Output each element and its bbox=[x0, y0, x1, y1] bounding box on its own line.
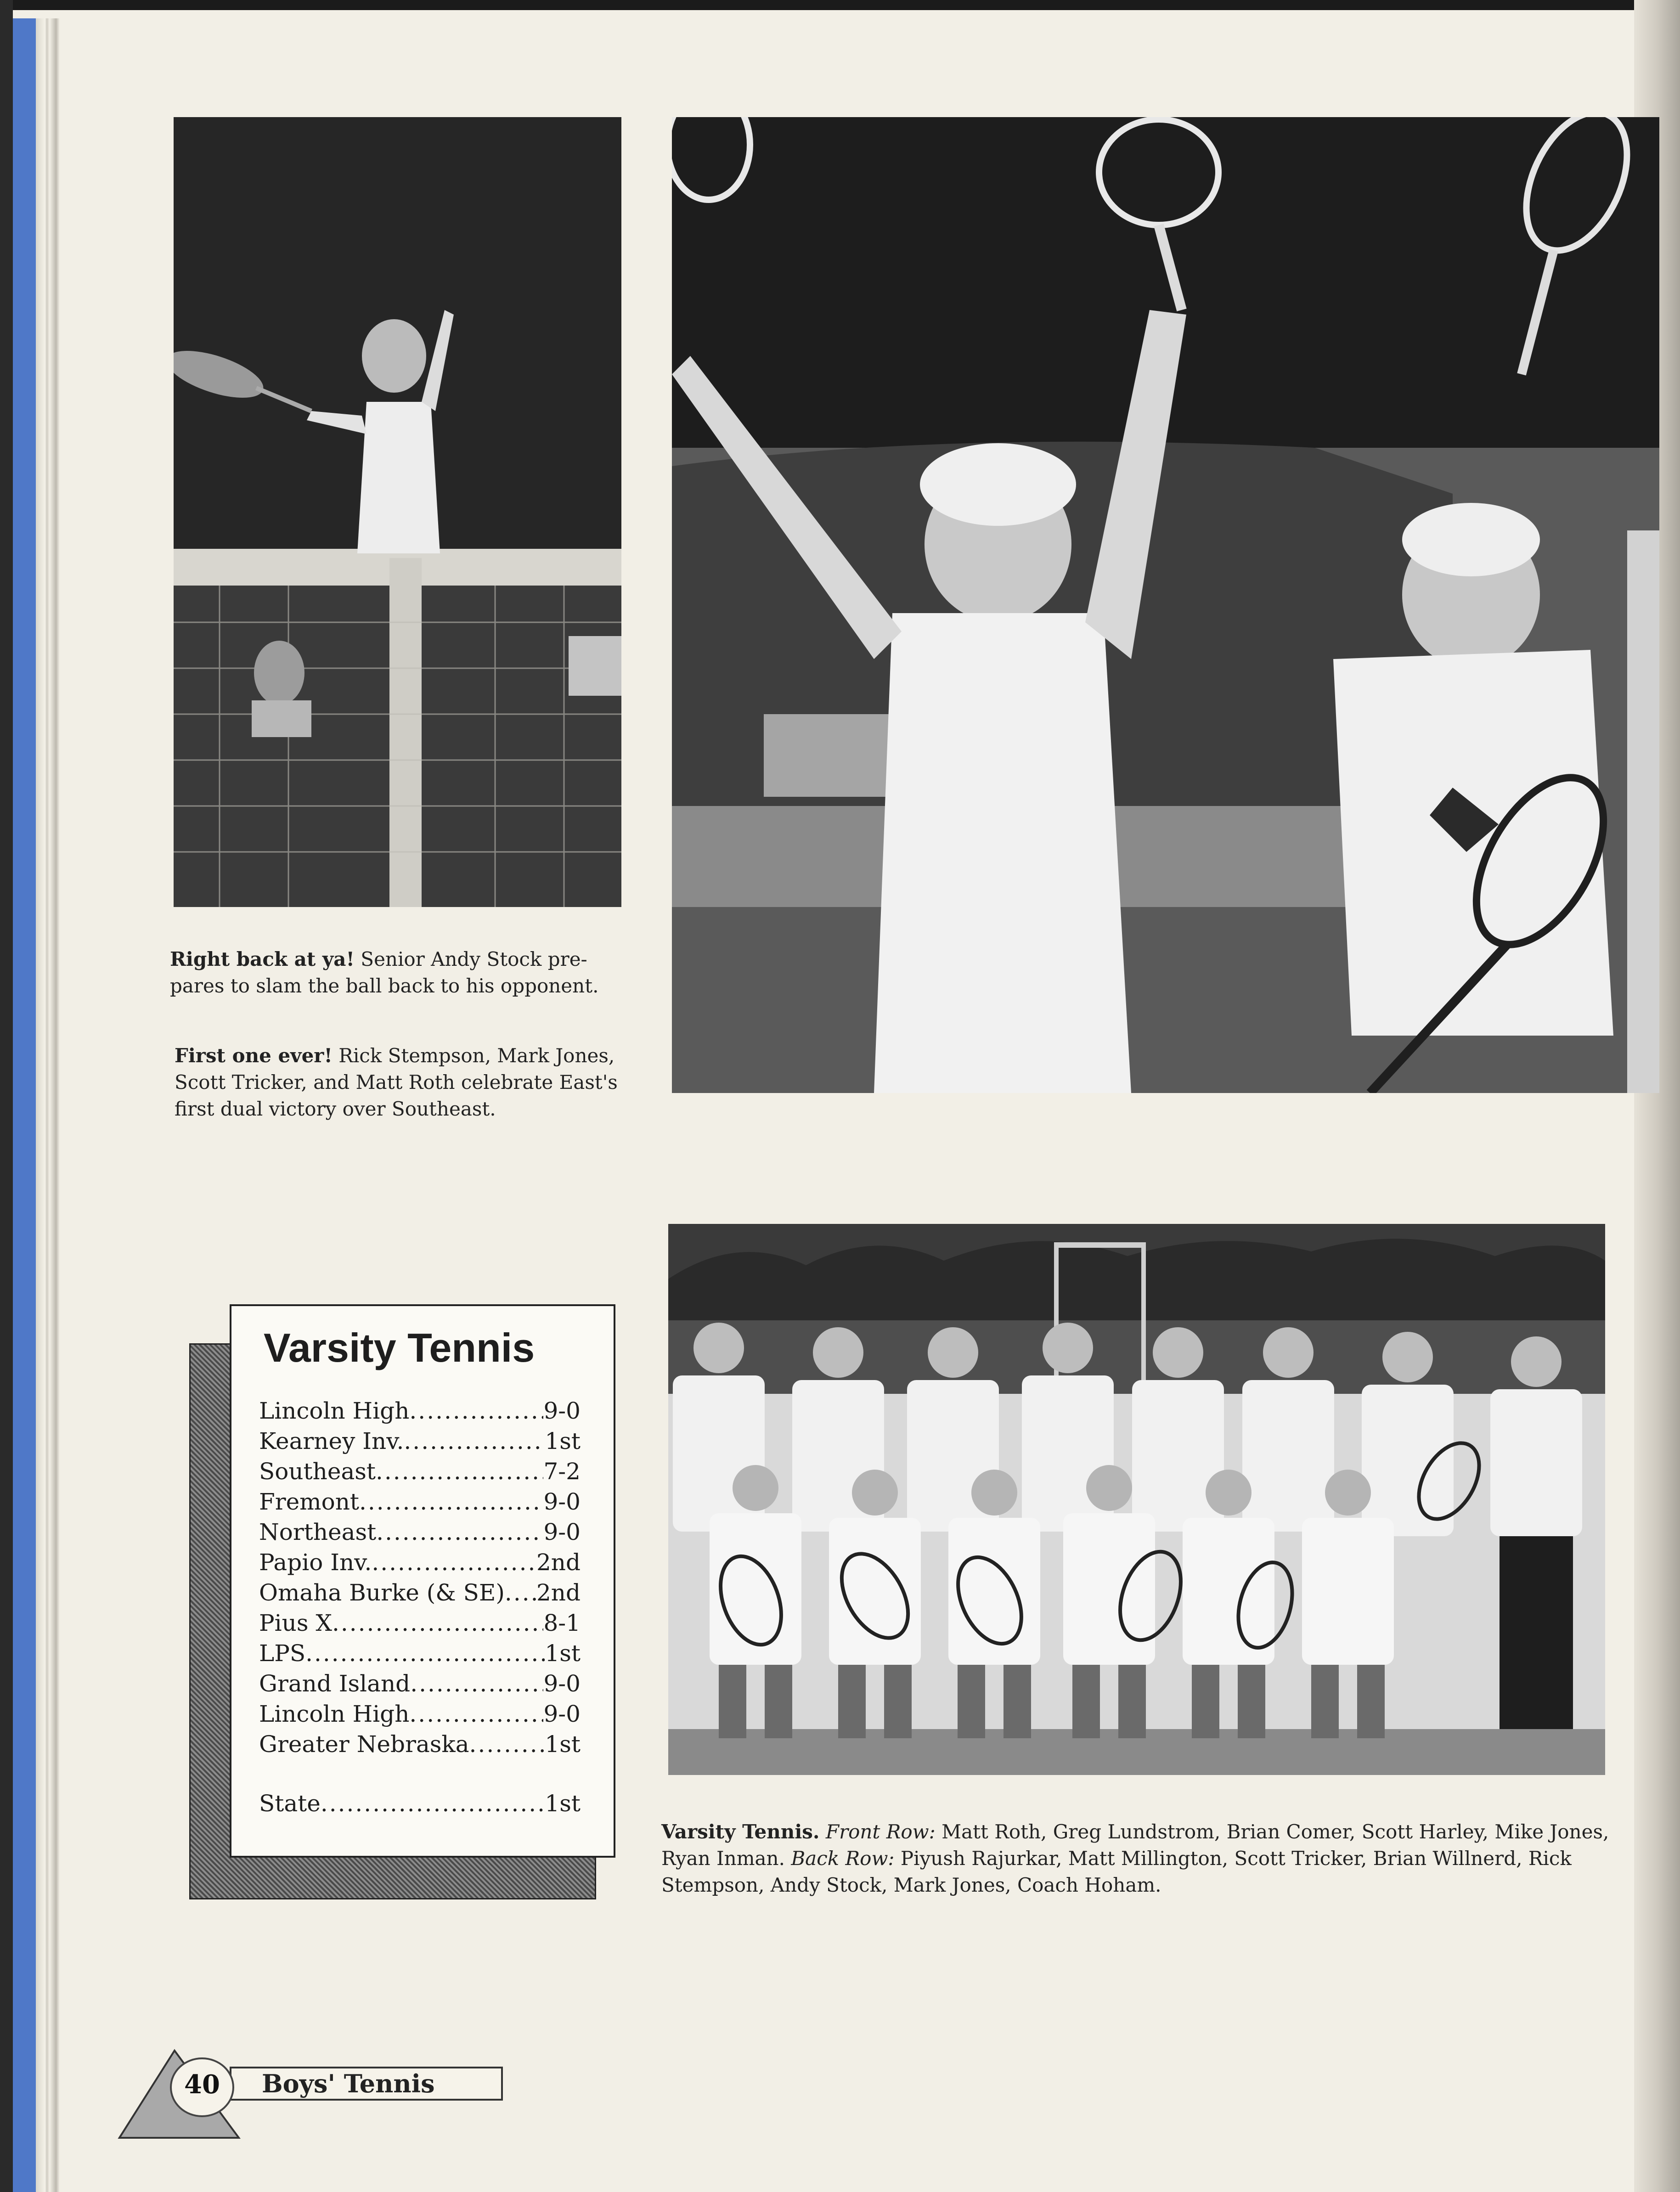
leader-dots bbox=[469, 1729, 545, 1759]
record-row bbox=[259, 1426, 581, 1456]
forehand-photo bbox=[174, 117, 621, 907]
leader-dots bbox=[376, 1517, 543, 1547]
leader-dots bbox=[305, 1638, 545, 1668]
record-team: Lincoln High bbox=[259, 1397, 410, 1424]
record-row bbox=[259, 1729, 581, 1759]
record-result: 2nd bbox=[536, 1579, 581, 1606]
record-row bbox=[259, 1456, 581, 1487]
forehand-caption bbox=[170, 946, 625, 999]
leader-dots bbox=[404, 1426, 545, 1456]
celebration-caption-text: Rick Stempson, Mark Jones, Scott Tricker, and Matt Roth celebrate East's first dual victory over Southeast. bbox=[175, 1044, 618, 1120]
record-team: Lincoln High bbox=[259, 1701, 410, 1727]
record-team: State bbox=[259, 1790, 321, 1817]
celebration-caption bbox=[175, 1042, 629, 1122]
record-result: 7-2 bbox=[543, 1458, 581, 1485]
record-result: 1st bbox=[545, 1790, 581, 1817]
page-number: 40 bbox=[184, 2069, 220, 2100]
record-team: Northeast bbox=[259, 1519, 377, 1545]
record-title: Varsity Tennis bbox=[264, 1325, 535, 1370]
record-team: Pius X bbox=[259, 1610, 332, 1636]
page-gutter bbox=[36, 18, 68, 2192]
leader-dots bbox=[409, 1396, 543, 1426]
team-photo bbox=[668, 1224, 1605, 1775]
team-caption-lead: Varsity Tennis. bbox=[661, 1820, 820, 1843]
record-row bbox=[259, 1668, 581, 1699]
record-row bbox=[259, 1638, 581, 1668]
celebration-caption-lead: First one ever! bbox=[175, 1044, 333, 1067]
record-row bbox=[259, 1396, 581, 1426]
forehand-caption-lead: Right back at ya! bbox=[170, 948, 355, 970]
record-result: 9-0 bbox=[543, 1397, 581, 1424]
record-row bbox=[259, 1608, 581, 1638]
celebration-photo bbox=[672, 117, 1659, 1093]
record-team: LPS bbox=[259, 1640, 306, 1667]
record-result: 9-0 bbox=[543, 1519, 581, 1545]
book-binding bbox=[13, 18, 36, 2192]
scan-top-border bbox=[0, 0, 1680, 10]
binding-shadow bbox=[0, 0, 13, 2192]
leader-dots bbox=[410, 1668, 543, 1699]
record-result: 1st bbox=[545, 1428, 581, 1454]
back-row-label: Back Row: bbox=[791, 1847, 895, 1870]
leader-dots bbox=[372, 1547, 536, 1578]
leader-dots bbox=[359, 1487, 543, 1517]
leader-dots bbox=[409, 1699, 543, 1729]
forehand-caption-text: Senior Andy Stock pre-pares to slam the ball back to his opponent. bbox=[170, 948, 599, 997]
record-result: 8-1 bbox=[543, 1610, 581, 1636]
record-row bbox=[259, 1487, 581, 1517]
record-team: Omaha Burke (& SE) bbox=[259, 1579, 505, 1606]
record-team: Kearney Inv. bbox=[259, 1428, 404, 1454]
record-row bbox=[259, 1578, 581, 1608]
team-caption bbox=[661, 1819, 1617, 1899]
record-result: 9-0 bbox=[543, 1701, 581, 1727]
record-result: 9-0 bbox=[543, 1488, 581, 1515]
leader-dots bbox=[332, 1608, 543, 1638]
record-result: 1st bbox=[545, 1640, 581, 1667]
leader-dots bbox=[376, 1456, 543, 1487]
team-photo-graphic bbox=[668, 1224, 1605, 1775]
record-team: Fremont bbox=[259, 1488, 359, 1515]
record-result: 1st bbox=[545, 1731, 581, 1758]
section-title: Boys' Tennis bbox=[262, 2069, 435, 2098]
back-row-names: Piyush Rajurkar, Matt Millington, Scott Tricker, Brian Willnerd, Rick Stempson, Andy Stock, Mark Jones, Coach Hoham. bbox=[661, 1847, 1572, 1896]
record-row-state bbox=[259, 1788, 581, 1819]
record-result: 9-0 bbox=[543, 1670, 581, 1697]
record-result: 2nd bbox=[536, 1549, 581, 1576]
record-team: Papio Inv. bbox=[259, 1549, 372, 1576]
record-row bbox=[259, 1517, 581, 1547]
leader-dots bbox=[321, 1788, 545, 1819]
record-row bbox=[259, 1547, 581, 1578]
record-team: Southeast bbox=[259, 1458, 376, 1485]
front-row-label: Front Row: bbox=[825, 1820, 936, 1843]
season-record-box bbox=[230, 1304, 615, 1858]
celebration-photo-graphic bbox=[672, 117, 1659, 1093]
record-team: Grand Island bbox=[259, 1670, 411, 1697]
record-row bbox=[259, 1699, 581, 1729]
record-team: Greater Nebraska bbox=[259, 1731, 469, 1758]
leader-dots bbox=[505, 1578, 536, 1608]
forehand-photo-graphic bbox=[174, 117, 621, 907]
front-row-names: Matt Roth, Greg Lundstrom, Brian Comer, Scott Harley, Mike Jones, Ryan Inman. bbox=[661, 1820, 1609, 1870]
